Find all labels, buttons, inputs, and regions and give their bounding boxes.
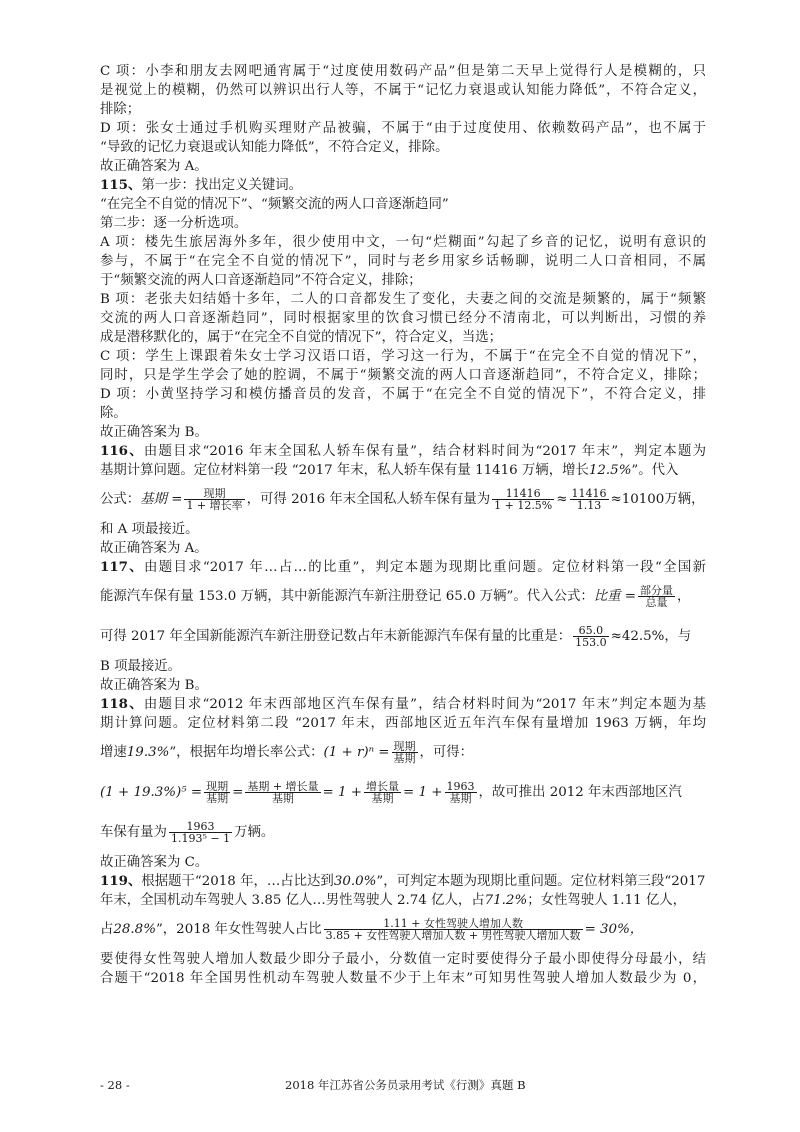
formula-line — [100, 733, 706, 773]
text: 万辆。 — [234, 825, 275, 840]
fraction — [392, 741, 418, 764]
answer-line: 故正确答案为 B。 — [100, 678, 208, 693]
math: = 1 + — [322, 785, 363, 800]
text: 增速 — [100, 745, 127, 760]
question-116-heading — [100, 442, 706, 461]
numerator: 现期 — [393, 740, 416, 753]
question-118-heading — [100, 695, 706, 714]
denominator: 153.0 — [575, 636, 607, 649]
text: ”，可判定本题为现期比重问题。定位材料第三段“2017 — [376, 874, 706, 889]
text-line: B 项最接近。 — [100, 659, 182, 674]
fraction — [245, 781, 320, 804]
text: 占 — [100, 922, 114, 937]
formula-line — [100, 773, 706, 813]
fraction — [492, 488, 554, 511]
numerator: 1963 — [446, 780, 475, 793]
text: ”，根据年均增长率公式： — [169, 745, 324, 760]
text-line: 期计算问题。定位材料第二段 “2017 年末，西部地区近五年汽车保有量增加 1963 万辆，年均 — [100, 716, 706, 731]
math: ≈42.5% — [610, 629, 665, 644]
math: ≈ — [556, 492, 568, 507]
text: 由题目求“2016 年末全国私人轿车保有量”，结合材料时间为“2017 年末”，判定本题为 — [143, 444, 706, 459]
numerator: 现期 — [184, 488, 244, 500]
text-line: “导致的记忆力衰退或认知能力降低”，不符合定义，排除。 — [100, 140, 449, 155]
text: ，可得 2016 年末全国私人轿车保有量为 — [246, 492, 491, 507]
math: 19.3% — [126, 745, 170, 760]
math: (1 + r)ⁿ = — [323, 745, 390, 760]
denominator: 基期 — [449, 792, 472, 805]
fraction — [573, 625, 609, 648]
denominator: 总量 — [645, 596, 668, 609]
numerator: 1.11 + 女性驾驶人增加人数 — [324, 918, 583, 930]
question-number: 118、 — [100, 696, 144, 712]
math: 比重 = — [593, 589, 637, 604]
numerator: 1963 — [169, 821, 232, 833]
numerator: 11416 — [571, 487, 607, 500]
text: 基期计算问题。定位材料第一段 “2017 年末，私人轿车保有量 11416 万辆，增长 — [100, 463, 589, 478]
text-line: C 项：小李和朋友去网吧通宵属于“过度使用数码产品”但是第二天早上觉得行人是模糊的，只 — [100, 64, 706, 79]
text: 可得 2017 年全国新能源汽车新注册登记数占年末新能源汽车保有量的比重是： — [100, 629, 572, 644]
text: 第一步：找出定义关键词。 — [141, 178, 303, 193]
text: 万辆， — [664, 492, 705, 507]
denominator: 基期 — [393, 752, 416, 765]
text: 年末，全国机动车驾驶人 3.85 亿人…男性驾驶人 2.74 亿人，占 — [100, 893, 485, 908]
denominator: 1.193⁵ − 1 — [170, 832, 231, 845]
fraction — [570, 488, 609, 511]
fraction — [204, 781, 230, 804]
numerator: 基期 + 增长量 — [247, 780, 319, 793]
math: = 1 + — [403, 785, 443, 800]
math: 12.5% — [588, 463, 632, 478]
page-number: - 28 - — [100, 1078, 130, 1092]
text-line: 于“频繁交流的两人口音逐渐趋同”不符合定义，排除； — [100, 273, 422, 288]
text: ”。代入 — [631, 463, 679, 478]
fraction — [638, 585, 675, 608]
text: 由题目求“2017 年…占…的比重”，判定本题为现期比重问题。定位材料第一段“全国新 — [144, 560, 707, 575]
text-line: 除。 — [100, 406, 127, 421]
fraction — [324, 918, 583, 941]
math: = — [232, 785, 244, 800]
text-line — [100, 461, 706, 480]
text-line: 第二步：逐一分析选项。 — [100, 216, 248, 231]
text-line: 成是潜移默化的，属于“在完全不自觉的情况下”，符合定义，当选； — [100, 330, 503, 345]
numerator: 65.0 — [573, 625, 609, 637]
text: 根据题干“2018 年，…占比达到 — [141, 874, 334, 889]
answer-line: 故正确答案为 C。 — [100, 855, 209, 870]
question-119-heading — [100, 872, 706, 891]
numerator: 现期 — [206, 780, 229, 793]
text-line: 同时，只是学生学会了她的腔调，不属于“频繁交流的两人口音逐渐趋同”，不符合定义，排除； — [100, 368, 706, 383]
formula-line — [100, 813, 706, 853]
text-line: 合题干“2018 年全国男性机动车驾驶人数量不少于上年末”可知男性驾驶人增加人数最少为 0， — [100, 971, 706, 986]
question-number: 116、 — [100, 443, 144, 459]
fraction — [184, 488, 244, 511]
text-line: C 项：学生上课跟着朱女士学习汉语口语，学习这一行为，不属于“在完全不自觉的情况下”， — [100, 349, 706, 364]
text: ，故可推出 2012 年末西部地区汽 — [478, 785, 682, 800]
question-115-heading — [100, 176, 706, 195]
math: 71.2% — [484, 893, 528, 908]
denominator: 基期 — [271, 792, 294, 805]
text-line: 排除； — [100, 102, 141, 117]
denominator: 1 + 12.5% — [494, 499, 553, 512]
numerator: 部分量 — [640, 584, 674, 597]
formula-line — [100, 480, 706, 520]
question-number: 115、 — [100, 177, 142, 193]
denominator: 3.85 + 女性驾驶人增加人数 + 男性驾驶人增加人数 — [325, 929, 581, 942]
text-line: “在完全不自觉的情况下”、“频繁交流的两人口音逐渐趋同” — [100, 197, 449, 212]
text-line: 参与，不属于“在完全不自觉的情况下”，同时与老乡用家乡话畅聊，说明二人口音相同，不属 — [100, 254, 706, 269]
denominator: 基期 — [371, 792, 394, 805]
math: (1 + 19.3%)⁵ = — [100, 785, 203, 800]
text: 车保有量为 — [100, 825, 167, 840]
denominator: 1.13 — [576, 499, 602, 512]
numerator: 增长量 — [366, 780, 400, 793]
math: 基期 = — [140, 492, 183, 507]
text: ”，2018 年女性驾驶人占比 — [155, 922, 322, 937]
math: 30.0% — [333, 874, 377, 889]
fraction — [445, 781, 477, 804]
text: 由题目求“2012 年末西部地区汽车保有量”，结合材料时间为“2017 年末”判定本题为基 — [143, 697, 706, 712]
math: 28.8% — [113, 922, 156, 937]
text-line: 是视觉上的模糊，仍然可以辨识出行人等，不属于“记忆力衰退或认知能力降低”，不符合定义， — [100, 83, 706, 98]
fraction — [169, 821, 232, 844]
denominator: 1 + 增长率 — [186, 499, 243, 512]
question-number: 117、 — [100, 559, 145, 575]
text: ，与 — [664, 629, 692, 644]
text-line: B 项：老张夫妇结婚十多年，二人的口音都发生了变化，夫妻之间的交流是频繁的，属于“频繁 — [100, 292, 706, 307]
text-line: D 项：小黄坚持学习和模仿播音员的发音，不属于“在完全不自觉的情况下”，不符合定义，排 — [100, 387, 706, 402]
answer-line: 故正确答案为 A。 — [100, 541, 208, 556]
document-body — [100, 62, 706, 988]
denominator: 基期 — [206, 792, 229, 805]
text-line: 交流的两人口音逐渐趋同”，同时根据家里的饮食习惯已经分不清南北，可以判断出，习惯的养 — [100, 311, 706, 326]
text-line: D 项：张女士通过手机购买理财产品被骗，不属于“由于过度使用、依赖数码产品”，也不属于 — [100, 121, 706, 136]
footer-title: 2018 年江苏省公务员录用考试《行测》真题 B — [285, 1078, 526, 1092]
text-line: A 项：楼先生旅居海外多年，很少使用中文，一句“烂糊面”勾起了乡音的记忆，说明有意识的 — [100, 235, 706, 250]
formula-line — [100, 577, 706, 617]
text: ， — [677, 589, 691, 604]
text: 公式： — [100, 492, 141, 507]
answer-line: 故正确答案为 B。 — [100, 425, 208, 440]
text-line: 和 A 项最接近。 — [100, 522, 199, 537]
formula-line — [100, 910, 706, 950]
formula-line — [100, 617, 706, 657]
text-line: 要使得女性驾驶人增加人数最少即分子最小，分数值一定时要使得分子最小即使得分母最小，结 — [100, 952, 706, 967]
question-number: 119、 — [100, 873, 142, 889]
text: ；女性驾驶人 1.11 亿人， — [527, 893, 687, 908]
math: ≈10100 — [610, 492, 665, 507]
math: = 30%， — [584, 922, 644, 937]
answer-line: 故正确答案为 A。 — [100, 159, 208, 174]
text: 能源汽车保有量 153.0 万辆，其中新能源汽车新注册登记 65.0 万辆”。代入公式： — [100, 589, 594, 604]
text-line — [100, 891, 706, 910]
text: ，可得： — [419, 745, 474, 760]
question-117-heading — [100, 558, 706, 577]
fraction — [364, 781, 401, 804]
page-footer — [100, 1077, 700, 1093]
numerator: 11416 — [492, 488, 554, 500]
